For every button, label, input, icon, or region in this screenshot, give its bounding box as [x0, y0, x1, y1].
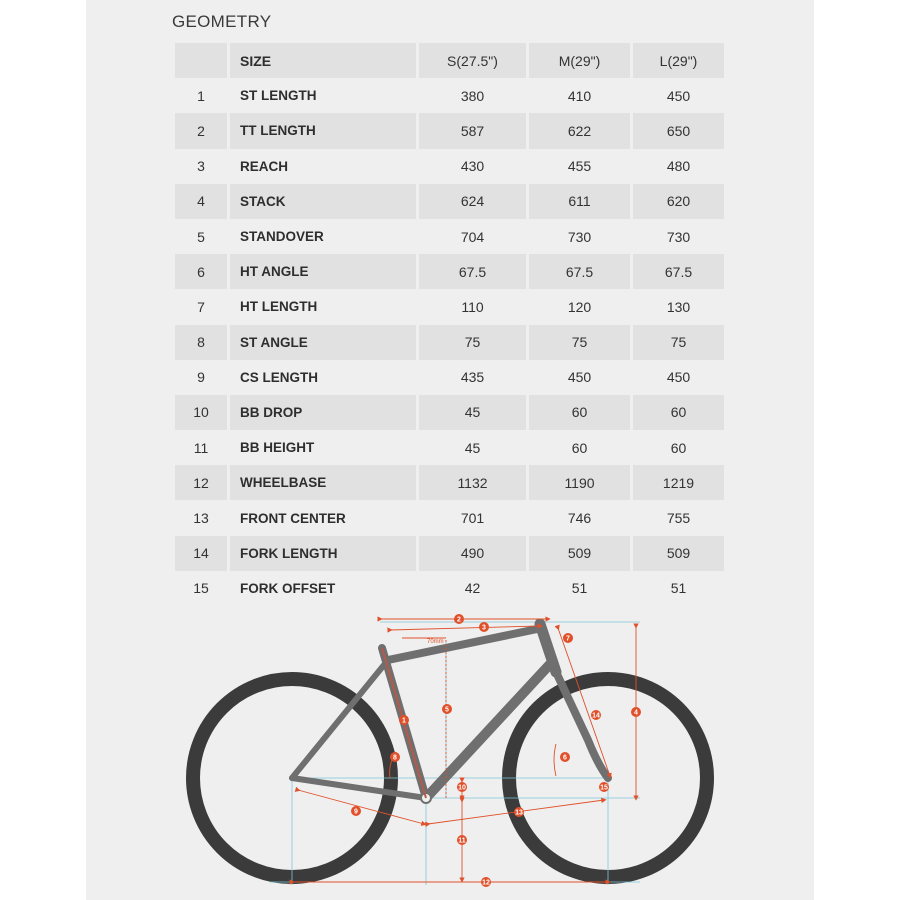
- value-s: 435: [460, 369, 485, 386]
- svg-text:6: 6: [563, 754, 567, 762]
- marker-11: [457, 835, 467, 845]
- row-number: 12: [175, 465, 227, 500]
- row-label: BB DROP: [230, 395, 416, 430]
- value-s: 380: [460, 87, 485, 104]
- value-s: 587: [419, 113, 526, 148]
- svg-text:11: 11: [458, 837, 466, 845]
- value-l: 509: [633, 536, 724, 571]
- standover-note: 70mm: [427, 639, 444, 645]
- row-label: STACK: [230, 184, 416, 219]
- svg-text:5: 5: [445, 706, 449, 714]
- row-label: TT LENGTH: [230, 113, 416, 148]
- value-m: 1190: [529, 465, 630, 500]
- header-s: S(27.5"): [419, 43, 526, 78]
- value-m: 450: [567, 369, 592, 386]
- value-m: 730: [567, 228, 592, 245]
- value-s: 75: [419, 325, 526, 360]
- value-m: 455: [567, 158, 592, 175]
- value-l: 130: [666, 298, 691, 315]
- row-label: HT ANGLE: [230, 254, 416, 289]
- value-s: 624: [419, 184, 526, 219]
- row-label: HT LENGTH: [240, 299, 318, 315]
- row-label: REACH: [240, 158, 289, 174]
- row-label: ST LENGTH: [240, 88, 317, 104]
- svg-text:15: 15: [600, 784, 608, 792]
- row-number: 15: [193, 580, 209, 597]
- value-m: 60: [571, 439, 588, 456]
- row-number: 11: [193, 439, 209, 456]
- svg-text:3: 3: [482, 624, 486, 632]
- svg-text:7: 7: [566, 635, 570, 643]
- marker-12: [481, 877, 491, 887]
- value-s: 42: [464, 580, 481, 597]
- row-number: 8: [175, 325, 227, 360]
- value-l: 60: [670, 439, 687, 456]
- value-l: 480: [666, 158, 691, 175]
- row-label: WHEELBASE: [230, 465, 416, 500]
- row-number: 4: [175, 184, 227, 219]
- row-number: 2: [175, 113, 227, 148]
- value-m: 75: [529, 325, 630, 360]
- value-l: 730: [666, 228, 691, 245]
- header-size: SIZE: [230, 43, 416, 78]
- row-label: ST ANGLE: [230, 325, 416, 360]
- row-number: 14: [175, 536, 227, 571]
- marker-8: [390, 752, 400, 762]
- svg-text:12: 12: [482, 879, 490, 887]
- marker-5: [442, 704, 452, 714]
- value-s: 45: [419, 395, 526, 430]
- value-m: 120: [567, 298, 592, 315]
- row-label: BB HEIGHT: [240, 440, 315, 456]
- svg-text:9: 9: [354, 808, 358, 816]
- marker-2: [454, 614, 464, 624]
- row-number: 5: [197, 228, 205, 245]
- marker-7: [563, 633, 573, 643]
- value-m: 410: [567, 87, 592, 104]
- value-m: 622: [529, 113, 630, 148]
- value-s: 704: [460, 228, 485, 245]
- marker-1: [399, 715, 409, 725]
- value-s: 490: [419, 536, 526, 571]
- marker-15: [599, 782, 609, 792]
- header-l: L(29"): [633, 43, 724, 78]
- marker-14: [591, 710, 601, 720]
- value-s: 430: [460, 158, 485, 175]
- row-number: 7: [197, 298, 205, 315]
- value-s: 701: [460, 510, 485, 527]
- header-m: M(29"): [529, 43, 630, 78]
- value-l: 51: [670, 580, 687, 597]
- value-l: 67.5: [633, 254, 724, 289]
- svg-text:4: 4: [634, 709, 638, 717]
- value-s: 45: [464, 439, 481, 456]
- marker-13: [514, 807, 524, 817]
- svg-text:1: 1: [402, 717, 406, 725]
- value-l: 60: [633, 395, 724, 430]
- value-l: 75: [633, 325, 724, 360]
- row-number: 9: [197, 369, 205, 386]
- svg-text:2: 2: [457, 616, 461, 624]
- row-label: FORK LENGTH: [230, 536, 416, 571]
- page-title: GEOMETRY: [172, 12, 272, 31]
- value-l: 450: [666, 87, 691, 104]
- marker-3: [479, 622, 489, 632]
- row-label: FRONT CENTER: [240, 510, 346, 526]
- value-l: 450: [666, 369, 691, 386]
- marker-10: [457, 782, 467, 792]
- value-m: 67.5: [529, 254, 630, 289]
- value-s: 110: [461, 298, 484, 315]
- svg-text:13: 13: [515, 809, 523, 817]
- value-m: 611: [529, 184, 630, 219]
- value-l: 755: [666, 510, 691, 527]
- value-m: 509: [529, 536, 630, 571]
- value-m: 51: [571, 580, 588, 597]
- row-number: 6: [175, 254, 227, 289]
- value-l: 1219: [633, 465, 724, 500]
- guide-lines: [270, 622, 640, 885]
- value-m: 60: [529, 395, 630, 430]
- value-m: 746: [567, 510, 592, 527]
- marker-9: [351, 806, 361, 816]
- svg-text:8: 8: [393, 754, 397, 762]
- value-s: 67.5: [419, 254, 526, 289]
- row-label: CS LENGTH: [240, 369, 319, 385]
- svg-text:10: 10: [458, 784, 466, 792]
- row-number: 1: [197, 87, 205, 104]
- value-s: 1132: [419, 465, 526, 500]
- marker-6: [560, 752, 570, 762]
- svg-text:14: 14: [592, 712, 600, 720]
- row-number: 10: [175, 395, 227, 430]
- value-l: 650: [633, 113, 724, 148]
- row-number: 13: [193, 510, 209, 527]
- row-label: STANDOVER: [240, 229, 324, 245]
- row-label: FORK OFFSET: [240, 580, 336, 596]
- row-number: 3: [197, 158, 205, 175]
- marker-4: [631, 707, 641, 717]
- value-l: 620: [633, 184, 724, 219]
